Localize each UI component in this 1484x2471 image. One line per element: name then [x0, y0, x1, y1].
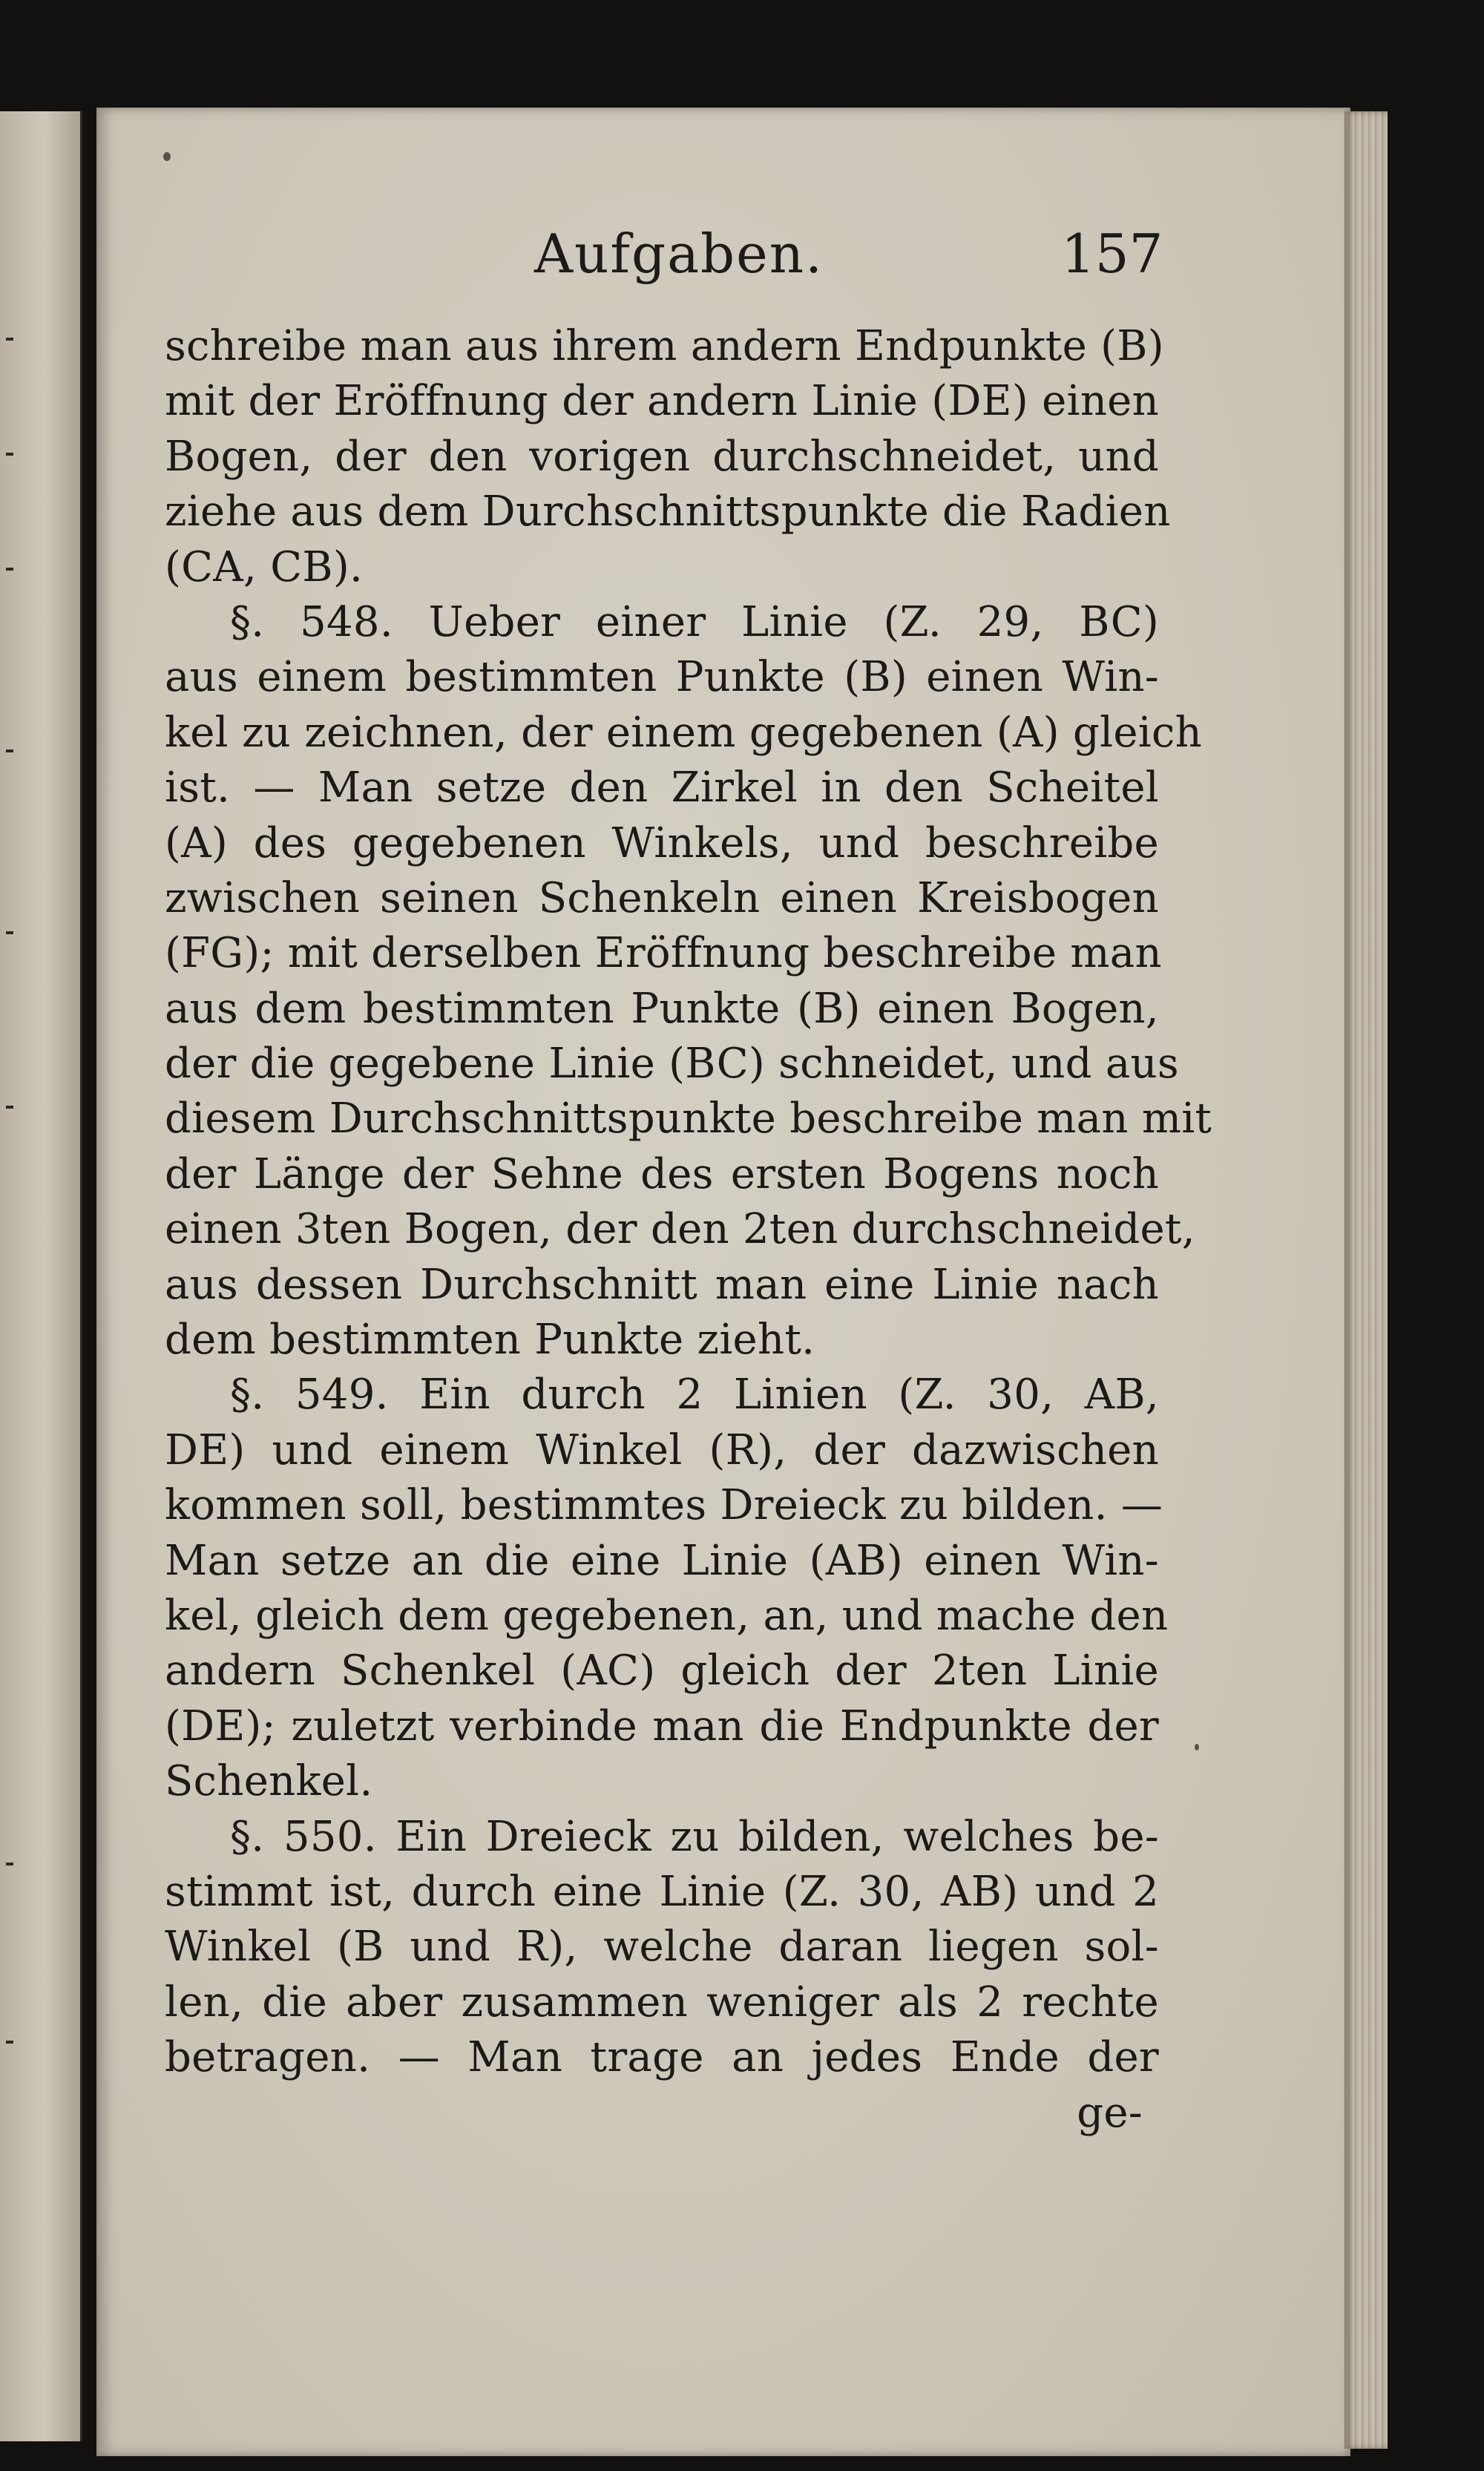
text-line: Schenkel. — [165, 1757, 373, 1806]
text-line: kel, gleich dem gegebenen, an, und mache den — [165, 1591, 1169, 1640]
text-line: diesem Durchschnittspunkte beschreibe man mit — [165, 1095, 1212, 1143]
text-line: stimmt ist, durch eine Linie (Z. 30, AB) und 2 — [165, 1867, 1159, 1916]
body-text — [165, 319, 1212, 2141]
text-line: Winkel (B und R), welche daran liegen sol- — [165, 1923, 1159, 1972]
text-line: Man setze an die eine Linie (AB) einen Win- — [165, 1536, 1159, 1585]
text-line: (CA, CB). — [165, 542, 364, 591]
text-line: ziehe aus dem Durchschnittspunkte die Radien — [165, 488, 1171, 536]
section-549-heading-line: §. 549. Ein durch 2 Linien (Z. 30, AB, — [230, 1371, 1159, 1420]
left-page-edge — [0, 111, 82, 2441]
text-line: (DE); zuletzt verbinde man die Endpunkte der — [165, 1702, 1159, 1750]
catchword: ge- — [1077, 2088, 1143, 2137]
text-line: kel zu zeichnen, der einem gegebenen (A) gleich — [165, 708, 1203, 757]
text-line: dem bestimmten Punkte zieht. — [165, 1316, 815, 1365]
section-548-heading-line: §. 548. Ueber einer Linie (Z. 29, BC) — [230, 597, 1159, 646]
text-line: ist. — Man setze den Zirkel in den Scheitel — [165, 764, 1159, 813]
section-550-heading-line: §. 550. Ein Dreieck zu bilden, welches be- — [230, 1812, 1159, 1861]
text-line: einen 3ten Bogen, der den 2ten durchschneidet, — [165, 1205, 1195, 1254]
text-line: aus dessen Durchschnitt man eine Linie nach — [165, 1260, 1159, 1309]
catchword-line — [165, 2086, 1159, 2141]
text-line: aus dem bestimmten Punkte (B) einen Bogen, — [165, 984, 1159, 1033]
text-line: (FG); mit derselben Eröffnung beschreibe man — [165, 929, 1162, 978]
text-line: Bogen, der den vorigen durchschneidet, und — [165, 432, 1159, 481]
left-page-mark — [6, 568, 13, 571]
text-line: betragen. — Man trage an jedes Ende der — [165, 2033, 1159, 2082]
page-header — [96, 223, 1350, 304]
text-line: aus einem bestimmten Punkte (B) einen Win- — [165, 653, 1159, 702]
paper-speck — [1195, 1744, 1199, 1750]
page-stack-edge — [1345, 111, 1388, 2449]
text-line: (A) des gegebenen Winkels, und beschreibe — [165, 818, 1159, 867]
text-line: der die gegebene Linie (BC) schneidet, und aus — [165, 1040, 1179, 1089]
text-line: kommen soll, bestimmtes Dreieck zu bilden. — — [165, 1481, 1163, 1530]
text-line: schreibe man aus ihrem andern Endpunkte (B) — [165, 322, 1164, 370]
text-line: DE) und einem Winkel (R), der dazwischen — [165, 1425, 1159, 1474]
paper-speck — [163, 152, 171, 161]
left-page-mark — [6, 749, 13, 752]
left-page-mark — [6, 1106, 13, 1109]
left-page-mark — [6, 1863, 13, 1865]
left-page-mark — [6, 931, 13, 934]
text-line: mit der Eröffnung der andern Linie (DE) einen — [165, 377, 1159, 426]
text-line: andern Schenkel (AC) gleich der 2ten Linie — [165, 1647, 1159, 1696]
page-number: 157 — [1061, 223, 1163, 285]
text-line: len, die aber zusammen weniger als 2 rechte — [165, 1978, 1159, 2027]
running-title: Aufgaben. — [534, 223, 824, 285]
left-page-mark — [6, 2041, 13, 2044]
text-line: zwischen seinen Schenkeln einen Kreisbogen — [165, 873, 1159, 922]
left-page-mark — [6, 453, 13, 456]
left-page-mark — [6, 338, 13, 341]
text-line: der Länge der Sehne des ersten Bogens noch — [165, 1149, 1159, 1198]
